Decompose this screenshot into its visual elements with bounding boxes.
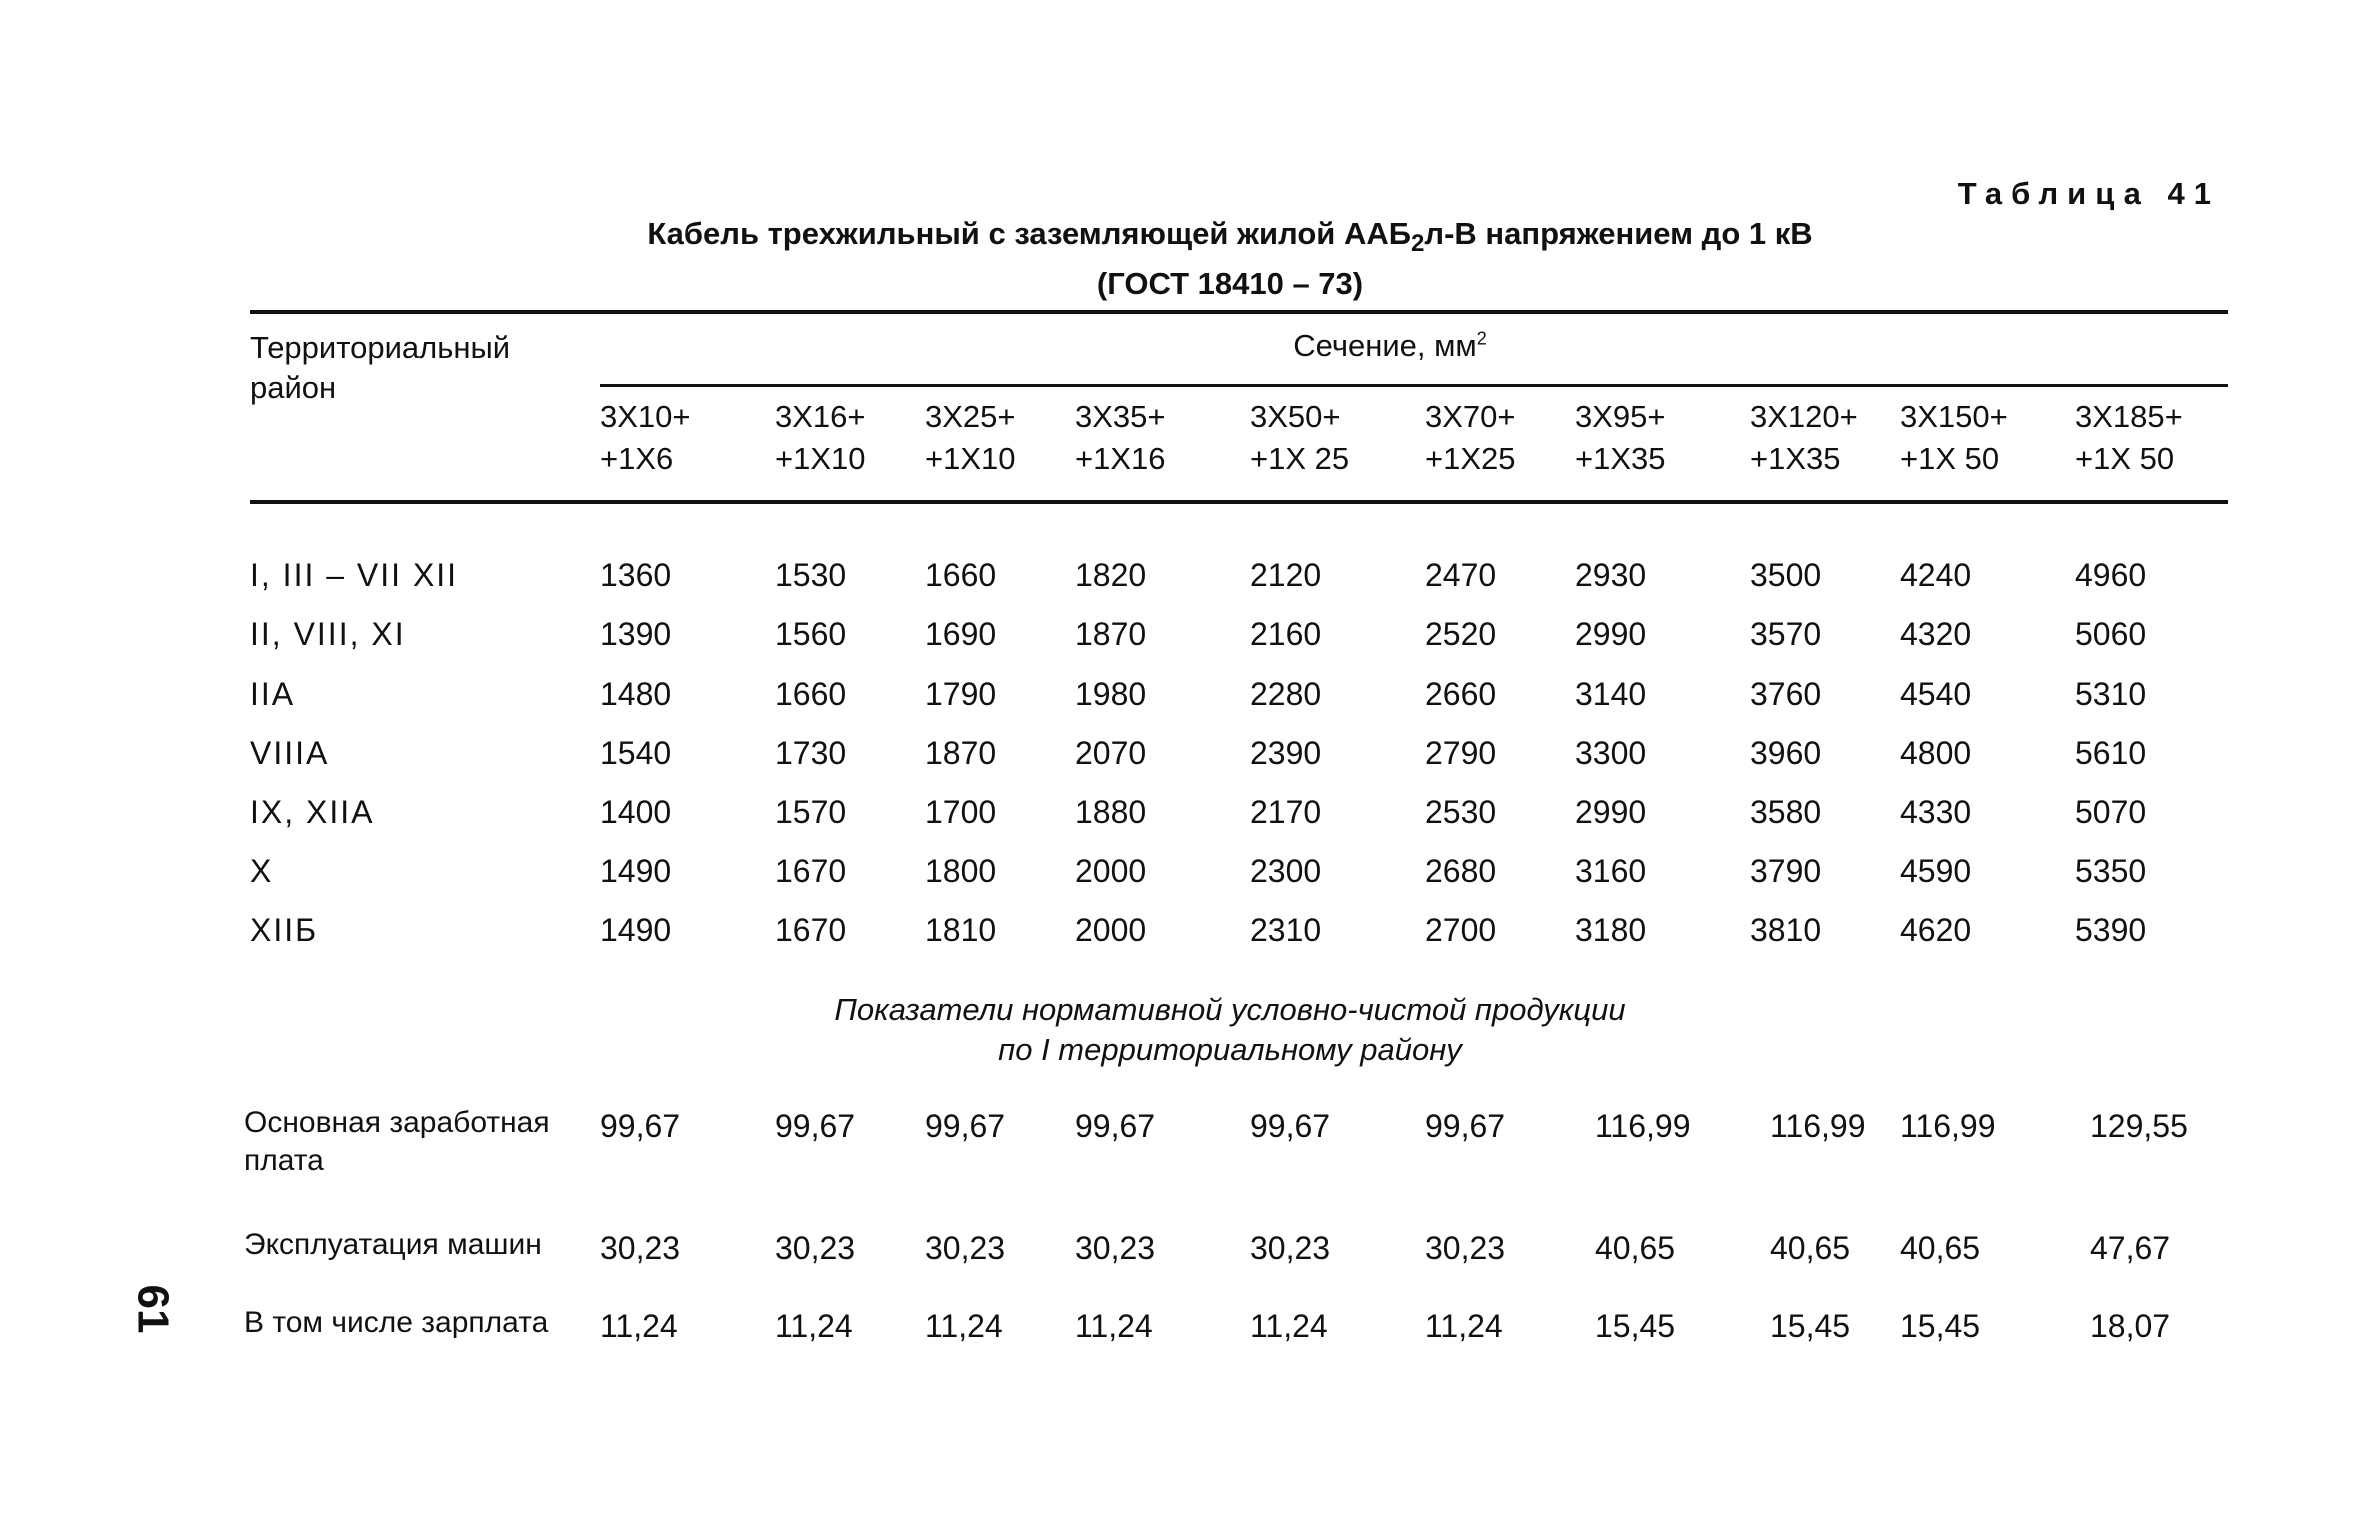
- table-cell: 1390: [600, 616, 672, 652]
- indicator-cell: 15,45: [1770, 1308, 1851, 1344]
- table-cell: 3500: [1750, 557, 1822, 593]
- indicator-cell: 30,23: [925, 1230, 1006, 1266]
- table-title: [640, 214, 1820, 304]
- title-line-1: Кабель трехжильный с заземляющей жилой $ААБ_2л-В$ напряжением до 1 кВ: [647, 216, 1813, 258]
- indicator-cell: 116,99: [1595, 1108, 1691, 1144]
- indicator-cell: 11,24: [1425, 1308, 1503, 1344]
- table-cell: 2070: [1075, 735, 1147, 771]
- table-cell: 1560: [775, 616, 847, 652]
- table-cell: 3180: [1575, 912, 1647, 948]
- table-cell: 5070: [2075, 794, 2147, 830]
- table-cell: 2660: [1425, 676, 1497, 712]
- table-cell: 1980: [1075, 676, 1147, 712]
- indicator-cell: 30,23: [600, 1230, 681, 1266]
- table-cell: 4960: [2075, 557, 2147, 593]
- header-bottom-rule: [250, 500, 2228, 504]
- indicator-cell: 30,23: [775, 1230, 856, 1266]
- indicator-cell: 11,24: [600, 1308, 678, 1344]
- column-header-line-2: +1Х10: [775, 441, 866, 476]
- indicator-cell: 99,67: [1250, 1108, 1331, 1144]
- column-header-line-2: +1Х35: [1750, 441, 1841, 476]
- table-cell: 1660: [775, 676, 847, 712]
- column-header-line-2: +1Х16: [1075, 441, 1166, 476]
- table-cell: 2990: [1575, 616, 1647, 652]
- row-region-label: X: [250, 853, 274, 889]
- indicator-label: Эксплуатация машин: [244, 1228, 542, 1261]
- table-cell: 1690: [925, 616, 997, 652]
- column-header-line-2: +1Х10: [925, 441, 1016, 476]
- table-cell: 1530: [775, 557, 847, 593]
- table-cell: 1810: [925, 912, 997, 948]
- indicator-cell: 99,67: [600, 1108, 681, 1144]
- table-cell: 5060: [2075, 616, 2147, 652]
- indicators-subtitle: [700, 990, 1760, 1070]
- page-number: 61: [128, 1284, 178, 1334]
- table-cell: 1480: [600, 676, 672, 712]
- table-cell: 1700: [925, 794, 997, 830]
- table-top-rule: [250, 310, 2228, 314]
- table-cell: 2700: [1425, 912, 1497, 948]
- column-header-line-1: 3Х35+: [1075, 399, 1166, 434]
- table-cell: 5350: [2075, 853, 2147, 889]
- table-cell: 1730: [775, 735, 847, 771]
- indicator-cell: 40,65: [1900, 1230, 1981, 1266]
- table-cell: 2160: [1250, 616, 1322, 652]
- indicator-cell: 40,65: [1595, 1230, 1676, 1266]
- column-header-line-2: +1Х35: [1575, 441, 1666, 476]
- table-cell: 4540: [1900, 676, 1972, 712]
- column-header-line-2: +1Х25: [1425, 441, 1516, 476]
- column-header: [1575, 396, 1666, 480]
- table-cell: 2520: [1425, 616, 1497, 652]
- column-header-line-1: 3Х120+: [1750, 399, 1858, 434]
- table-cell: 3580: [1750, 794, 1822, 830]
- table-cell: 5310: [2075, 676, 2147, 712]
- row-region-label: IX, XIIA: [250, 794, 375, 830]
- column-header-line-1: 3Х95+: [1575, 399, 1666, 434]
- table-cell: 1820: [1075, 557, 1147, 593]
- indicator-cell: 129,55: [2090, 1108, 2188, 1144]
- table-cell: 4330: [1900, 794, 1972, 830]
- table-cell: 2390: [1250, 735, 1322, 771]
- table-label: Таблица 41: [1957, 176, 2220, 211]
- indicator-cell: 30,23: [1075, 1230, 1156, 1266]
- column-header-line-1: 3Х25+: [925, 399, 1016, 434]
- table-cell: 2120: [1250, 557, 1322, 593]
- column-header: [1075, 396, 1166, 480]
- column-header-line-2: +1Х 25: [1250, 441, 1350, 476]
- row-region-label: VIIIA: [250, 735, 330, 771]
- column-header-line-1: 3Х70+: [1425, 399, 1516, 434]
- indicator-cell: 11,24: [925, 1308, 1003, 1344]
- region-column-header: Территориальный район: [250, 330, 511, 405]
- table-cell: 3570: [1750, 616, 1822, 652]
- table-cell: 2300: [1250, 853, 1322, 889]
- table-cell: 2790: [1425, 735, 1497, 771]
- section-header: Сечение, $мм^2$: [1293, 328, 1487, 363]
- table-cell: 4800: [1900, 735, 1972, 771]
- table-cell: 4320: [1900, 616, 1972, 652]
- table-cell: 3160: [1575, 853, 1647, 889]
- indicator-cell: 99,67: [1075, 1108, 1156, 1144]
- column-header: [1750, 396, 1858, 480]
- table-cell: 1490: [600, 853, 672, 889]
- column-header: [775, 396, 866, 480]
- table-cell: 2000: [1075, 853, 1147, 889]
- table-cell: 3760: [1750, 676, 1822, 712]
- column-header: [2075, 396, 2183, 480]
- table-cell: 1870: [925, 735, 997, 771]
- indicator-cell: 11,24: [1075, 1308, 1153, 1344]
- indicator-cell: 116,99: [1770, 1108, 1866, 1144]
- table-cell: 2310: [1250, 912, 1322, 948]
- indicator-cell: 99,67: [925, 1108, 1006, 1144]
- table-cell: 4240: [1900, 557, 1972, 593]
- table-cell: 5610: [2075, 735, 2147, 771]
- column-header-line-1: 3Х10+: [600, 399, 691, 434]
- indicator-label: В том числе зарплата: [244, 1306, 549, 1339]
- table-cell: 2930: [1575, 557, 1647, 593]
- table-cell: 4590: [1900, 853, 1972, 889]
- indicator-label: Основная заработная плата: [244, 1106, 550, 1177]
- table-cell: 3140: [1575, 676, 1647, 712]
- indicator-cell: 99,67: [1425, 1108, 1506, 1144]
- table-cell: 1790: [925, 676, 997, 712]
- row-region-label: I, III – VII XII: [250, 557, 459, 593]
- table-cell: 2470: [1425, 557, 1497, 593]
- table-cell: 1540: [600, 735, 672, 771]
- table-cell: 3790: [1750, 853, 1822, 889]
- column-header-line-2: +1Х 50: [1900, 441, 2000, 476]
- subtitle-line-2: по I территориальному району: [998, 1032, 1462, 1067]
- column-header-line-1: 3Х16+: [775, 399, 866, 434]
- table-cell: 3810: [1750, 912, 1822, 948]
- section-header-rule: [600, 384, 2228, 387]
- indicator-cell: 30,23: [1425, 1230, 1506, 1266]
- table-cell: 1660: [925, 557, 997, 593]
- indicator-cell: 11,24: [1250, 1308, 1328, 1344]
- column-header: [1900, 396, 2008, 480]
- table-cell: 2000: [1075, 912, 1147, 948]
- table-cell: 1400: [600, 794, 672, 830]
- indicator-cell: 99,67: [775, 1108, 856, 1144]
- row-region-label: IIA: [250, 676, 296, 712]
- table-cell: 4620: [1900, 912, 1972, 948]
- table-cell: 5390: [2075, 912, 2147, 948]
- column-header-line-1: 3Х50+: [1250, 399, 1341, 434]
- indicator-cell: 11,24: [775, 1308, 853, 1344]
- table-cell: 2170: [1250, 794, 1322, 830]
- indicator-cell: 15,45: [1595, 1308, 1676, 1344]
- title-line-2: (ГОСТ 18410 – 73): [1096, 266, 1364, 302]
- table-cell: 2530: [1425, 794, 1497, 830]
- table-cell: 1570: [775, 794, 847, 830]
- table-cell: 1800: [925, 853, 997, 889]
- row-region-label: II, VIII, XI: [250, 616, 406, 652]
- indicator-cell: 30,23: [1250, 1230, 1331, 1266]
- table-cell: 2680: [1425, 853, 1497, 889]
- subtitle-line-1: Показатели нормативной условно-чистой продукции: [834, 992, 1626, 1027]
- column-header-line-1: 3Х185+: [2075, 399, 2183, 434]
- column-header: [1250, 396, 1349, 480]
- indicator-cell: 18,07: [2090, 1308, 2171, 1344]
- column-header-line-2: +1Х6: [600, 441, 674, 476]
- table-cell: 1670: [775, 912, 847, 948]
- column-header-line-1: 3Х150+: [1900, 399, 2008, 434]
- table-cell: 2990: [1575, 794, 1647, 830]
- table-cell: 1870: [1075, 616, 1147, 652]
- column-header: [600, 396, 691, 480]
- table-cell: 3960: [1750, 735, 1822, 771]
- indicator-cell: 40,65: [1770, 1230, 1851, 1266]
- table-cell: 3300: [1575, 735, 1647, 771]
- column-header: [1425, 396, 1516, 480]
- table-cell: 1670: [775, 853, 847, 889]
- table-cell: 1490: [600, 912, 672, 948]
- indicator-cell: 47,67: [2090, 1230, 2171, 1266]
- column-header-line-2: +1Х 50: [2075, 441, 2175, 476]
- column-header: [925, 396, 1016, 480]
- indicator-cell: 116,99: [1900, 1108, 1996, 1144]
- row-region-label: XIIБ: [250, 912, 319, 948]
- table-cell: 1360: [600, 557, 672, 593]
- table-cell: 2280: [1250, 676, 1322, 712]
- table-cell: 1880: [1075, 794, 1147, 830]
- indicator-cell: 15,45: [1900, 1308, 1981, 1344]
